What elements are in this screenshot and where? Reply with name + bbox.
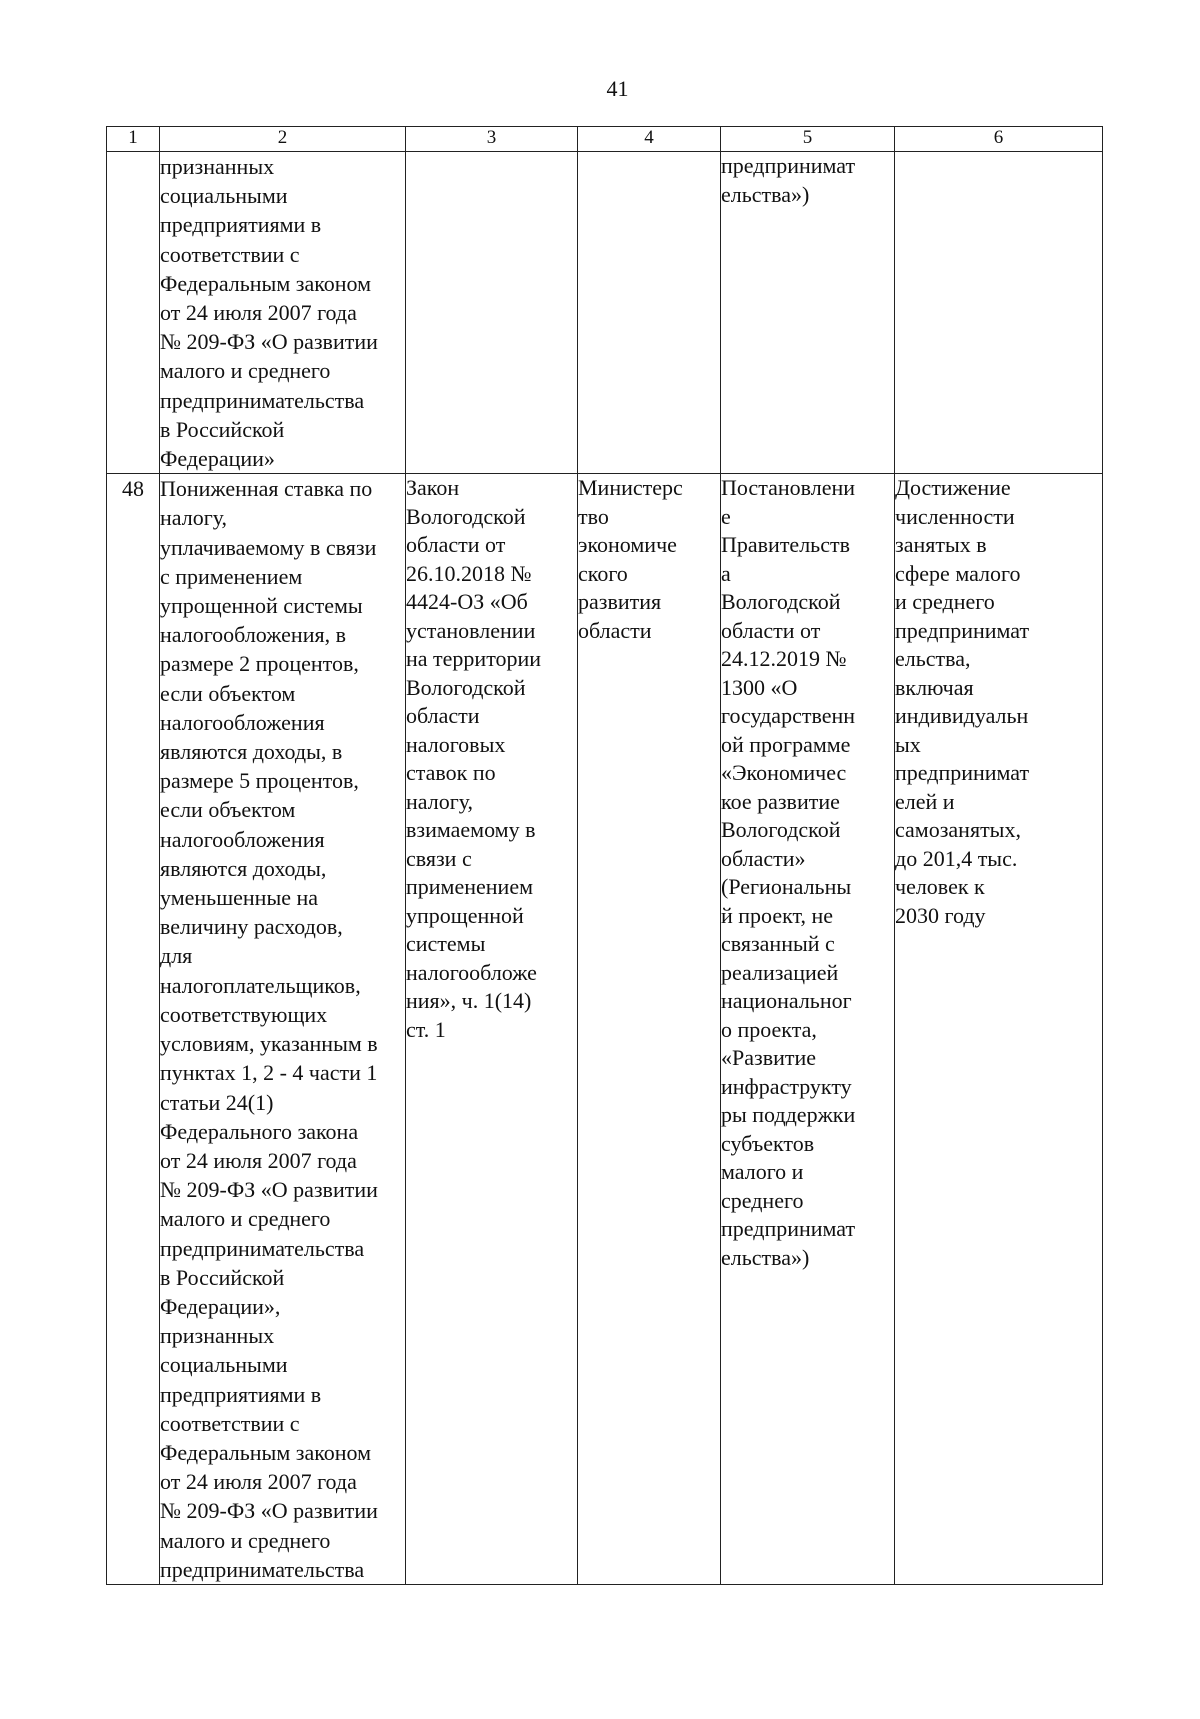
goal-cell: Достижение численности занятых в сфере малого и среднего предпринимат ельства, включая индивидуальн ых предпринимат елей и самозанятых, до 201,4 тыс. человек к 2030 году bbox=[895, 474, 1103, 1585]
column-header: 3 bbox=[406, 127, 578, 152]
column-header: 4 bbox=[578, 127, 721, 152]
table-header-row bbox=[107, 127, 1103, 152]
column-header: 2 bbox=[160, 127, 406, 152]
benefit-description-cell: Пониженная ставка по налогу, уплачиваемому в связи с применением упрощенной системы налогообложения, в размере 2 процентов, если объектом налогообложения являются доходы, в размере 5 процентов, если объектом налогообложения являются доходы, уменьшенные на величину расходов, для налогоплательщиков, соответствующих условиям, указанным в пунктах 1, 2 - 4 части 1 статьи 24(1) Федерального закона от 24 июля 2007 года № 209-ФЗ «О развитии малого и среднего предпринимательства в Российской Федерации», признанных социальными предприятиями в соответствии с Федеральным законом от 24 июля 2007 года № 209-ФЗ «О развитии малого и среднего предпринимательства bbox=[160, 474, 406, 1585]
curator-cell bbox=[578, 152, 721, 474]
row-number-cell bbox=[107, 152, 160, 474]
program-cell: предпринимат ельства») bbox=[721, 152, 895, 474]
benefit-description-cell: признанных социальными предприятиями в соответствии с Федеральным законом от 24 июля 2007 года № 209-ФЗ «О развитии малого и среднего предпринимательства в Российской Федерации» bbox=[160, 152, 406, 474]
column-header: 5 bbox=[721, 127, 895, 152]
goal-cell bbox=[895, 152, 1103, 474]
legal-act-cell: Закон Вологодской области от 26.10.2018 № 4424-ОЗ «Об установлении на территории Вологодской области налоговых ставок по налогу, взимаемому в связи с применением упрощенной системы налогообложе ния», ч. 1(14) ст. 1 bbox=[406, 474, 578, 1585]
column-header: 6 bbox=[895, 127, 1103, 152]
benefits-table bbox=[106, 126, 1103, 1585]
table-row bbox=[107, 474, 1103, 1585]
program-cell: Постановлени е Правительств а Вологодской области от 24.12.2019 № 1300 «О государственн ой программе «Экономичес кое развитие Вологодской области» (Региональны й проект, не связанный с реализацией национальног о проекта, «Развитие инфраструкту ры поддержки субъектов малого и среднего предпринимат ельства») bbox=[721, 474, 895, 1585]
page-number: 41 bbox=[606, 76, 629, 101]
legal-act-cell bbox=[406, 152, 578, 474]
row-number-cell: 48 bbox=[107, 474, 160, 1585]
table-row bbox=[107, 152, 1103, 474]
column-header: 1 bbox=[107, 127, 160, 152]
curator-cell: Министерс тво экономиче ского развития области bbox=[578, 474, 721, 1585]
